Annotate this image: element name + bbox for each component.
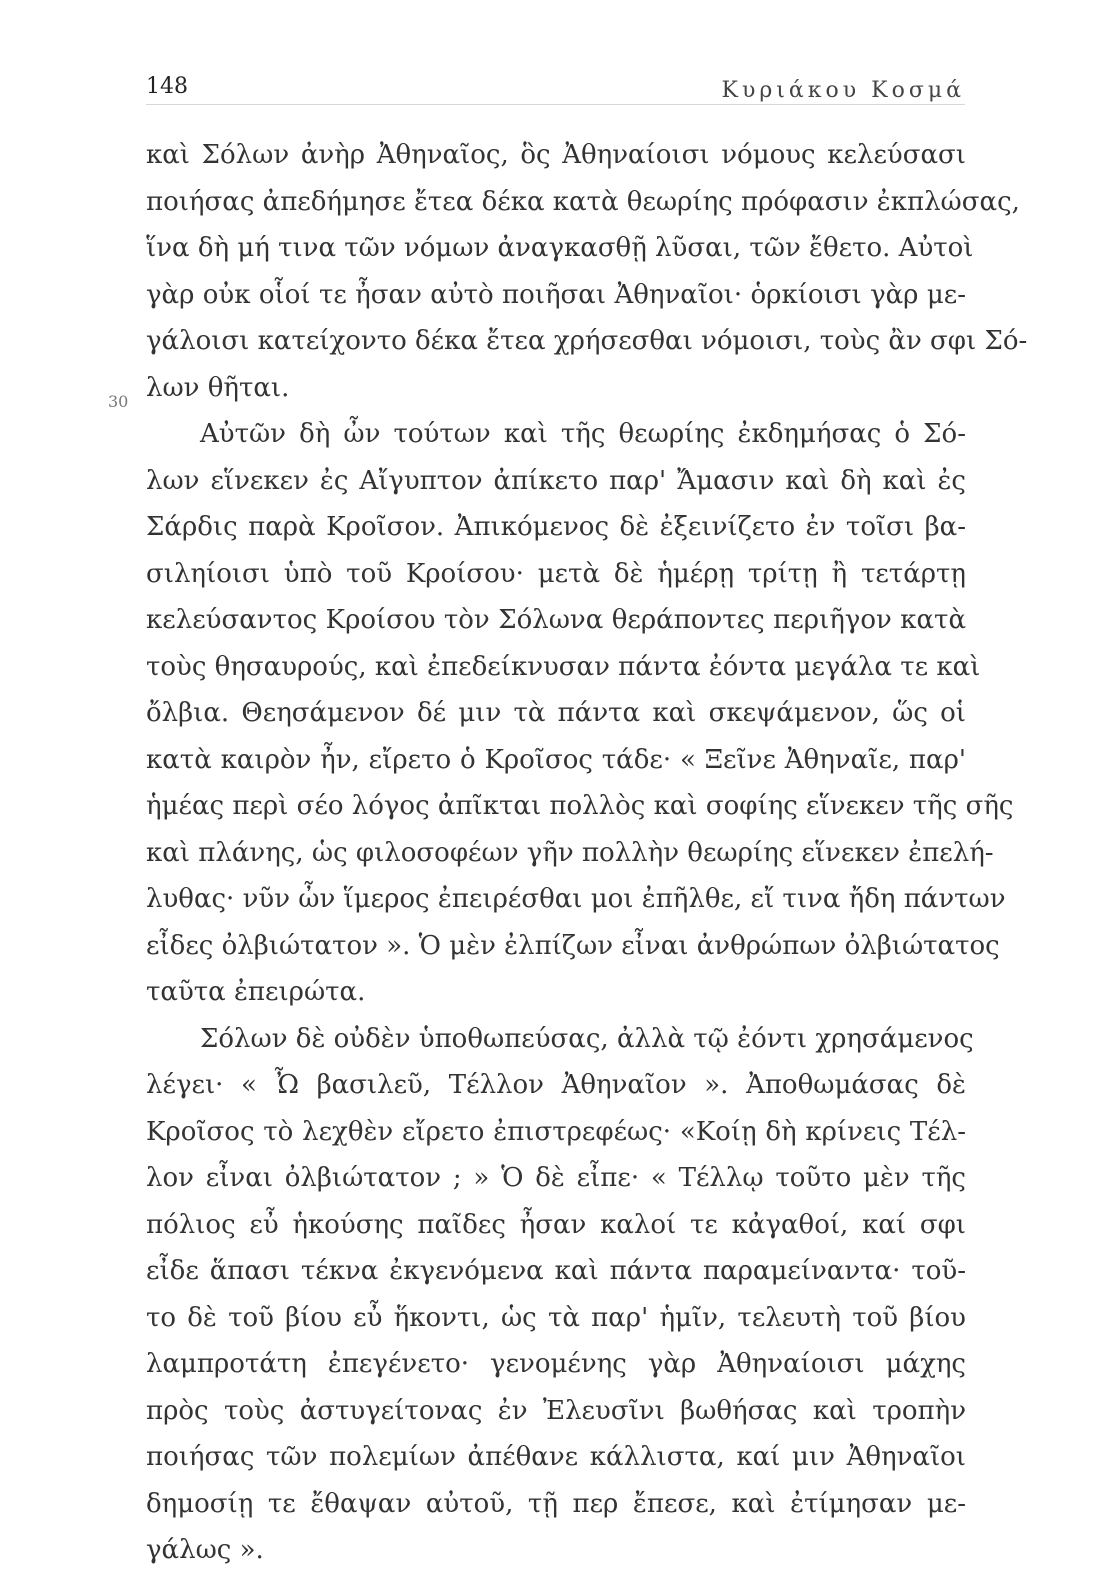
text-line: λον εἶναι ὀλβιώτατον ; » Ὁ δὲ εἶπε· « Τέλλῳ τοῦτο μὲν τῆς <box>146 1163 966 1193</box>
text-line: λέγει· « Ὦ βασιλεῦ, Τέλλον Ἀθηναῖον ». Ἀποθωμάσας δὲ <box>146 1070 966 1100</box>
text-line: λων θῆται. <box>146 372 290 403</box>
text-line: Σάρδις παρὰ Κροῖσον. Ἀπικόμενος δὲ ἐξεινίζετο ἐν τοῖσι βα- <box>146 512 966 542</box>
text-line: πόλιος εὖ ἡκούσης παῖδες ἦσαν καλοί τε κἀγαθοί, καί σφι <box>146 1209 966 1240</box>
text-line: ποιήσας τῶν πολεμίων ἀπέθανε κάλλιστα, καί μιν Ἀθηναῖοι <box>146 1442 966 1472</box>
margin-line-number: 30 <box>108 392 129 411</box>
text-line: γάλοισι κατείχοντο δέκα ἔτεα χρήσεσθαι νόμοισι, τοὺς ἂν σφι Σό- <box>146 326 1028 356</box>
text-line: Αὐτῶν δὴ ὦν τούτων καὶ τῆς θεωρίης ἐκδημήσας ὁ Σό- <box>200 419 966 449</box>
text-line: ποιήσας ἀπεδήμησε ἔτεα δέκα κατὰ θεωρίης πρόφασιν ἐκπλώσας, <box>146 186 1020 217</box>
text-line: ὄλβια. Θεησάμενον δέ μιν τὰ πάντα καὶ σκεψάμενον, ὥς οἱ <box>146 698 966 728</box>
text-line: κατὰ καιρὸν ἦν, εἴρετο ὁ Κροῖσος τάδε· « Ξεῖνε Ἀθηναῖε, παρ' <box>146 744 966 775</box>
text-line: καὶ πλάνης, ὡς φιλοσοφέων γῆν πολλὴν θεωρίης εἵνεκεν ἐπελή- <box>146 837 994 868</box>
page-number: 148 <box>146 74 188 99</box>
text-line: εἶδε ἅπασι τέκνα ἐκγενόμενα καὶ πάντα παραμείναντα· τοῦ- <box>146 1256 966 1286</box>
text-line: δημοσίῃ τε ἔθαψαν αὐτοῦ, τῇ περ ἔπεσε, καὶ ἐτίμησαν με- <box>146 1488 966 1519</box>
text-line: Κροῖσος τὸ λεχθὲν εἴρετο ἐπιστρεφέως· «Κοίῃ δὴ κρίνεις Τέλ- <box>146 1116 966 1147</box>
text-line: καὶ Σόλων ἀνὴρ Ἀθηναῖος, ὃς Ἀθηναίοισι νόμους κελεύσασι <box>146 140 966 170</box>
text-line: πρὸς τοὺς ἀστυγείτονας ἐν Ἐλευσῖνι βωθήσας καὶ τροπὴν <box>146 1395 966 1426</box>
text-line: ἵνα δὴ μή τινα τῶν νόμων ἀναγκασθῇ λῦσαι, τῶν ἔθετο. Αὐτοὶ <box>146 233 974 263</box>
text-line: γάλως ». <box>146 1535 264 1565</box>
text-line: Σόλων δὲ οὐδὲν ὑποθωπεύσας, ἀλλὰ τῷ ἐόντι χρησάμενος <box>200 1023 974 1054</box>
text-line: σιληίοισι ὑπὸ τοῦ Κροίσου· μετὰ δὲ ἡμέρῃ τρίτῃ ἢ τετάρτῃ <box>146 558 966 589</box>
text-line: τοὺς θησαυρούς, καὶ ἐπεδείκνυσαν πάντα ἐόντα μεγάλα τε καὶ <box>146 651 981 682</box>
text-line: ταῦτα ἐπειρώτα. <box>146 977 366 1007</box>
running-head: Κυριάκου Κοσμά <box>721 78 965 103</box>
body-text <box>146 132 1028 1574</box>
header-rule <box>146 104 965 105</box>
text-line: λαμπροτάτη ἐπεγένετο· γενομένης γὰρ Ἀθηναίοισι μάχης <box>146 1349 966 1379</box>
text-line: κελεύσαντος Κροίσου τὸν Σόλωνα θεράποντες περιῆγον κατὰ <box>146 605 966 635</box>
text-line: εἶδες ὀλβιώτατον ». Ὁ μὲν ἐλπίζων εἶναι ἀνθρώπων ὀλβιώτατος <box>146 930 1000 961</box>
text-line: ἡμέας περὶ σέο λόγος ἀπῖκται πολλὸς καὶ σοφίης εἵνεκεν τῆς σῆς <box>146 791 1014 821</box>
text-line: το δὲ τοῦ βίου εὖ ἥκοντι, ὡς τὰ παρ' ἡμῖν, τελευτὴ τοῦ βίου <box>146 1302 966 1333</box>
text-line: γὰρ οὐκ οἷοί τε ἦσαν αὐτὸ ποιῆσαι Ἀθηναῖοι· ὁρκίοισι γὰρ με- <box>146 279 966 310</box>
text-line: λων εἵνεκεν ἐς Αἴγυπτον ἀπίκετο παρ' Ἄμασιν καὶ δὴ καὶ ἐς <box>146 465 966 496</box>
text-line: λυθας· νῦν ὦν ἵμερος ἐπειρέσθαι μοι ἐπῆλθε, εἴ τινα ἤδη πάντων <box>146 884 1006 914</box>
